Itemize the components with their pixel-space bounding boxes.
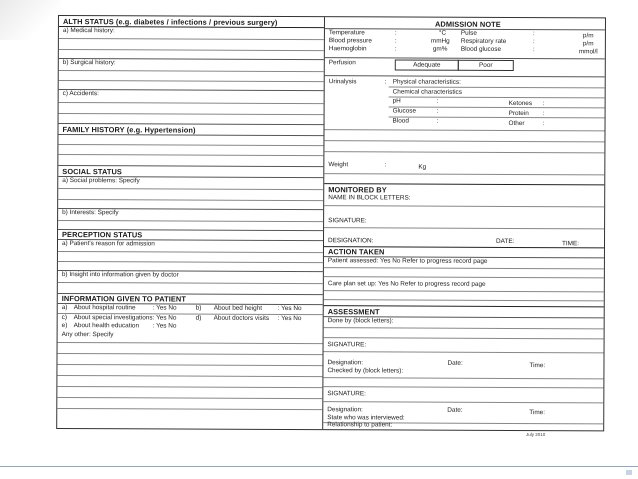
colon: : <box>532 38 535 46</box>
info-label: About special investigations <box>73 314 153 322</box>
info-label: About health education <box>73 322 140 330</box>
rule <box>58 251 323 253</box>
signature-label: SIGNATURE: <box>328 217 367 225</box>
rule <box>324 327 604 329</box>
checked-by-label: Checked by (block letters): <box>327 367 404 375</box>
rule <box>389 106 605 108</box>
colon: : <box>542 110 545 118</box>
information-title: INFORMATION GIVEN TO PATIENT <box>61 294 186 304</box>
rule <box>58 199 323 201</box>
name-block-label: NAME IN BLOCK LETTERS: <box>328 194 411 202</box>
social-status-title: SOCIAL STATUS <box>62 167 122 177</box>
rule <box>58 144 323 146</box>
colon: : <box>532 46 535 54</box>
resp-unit: p/m <box>582 40 594 48</box>
rule <box>57 397 322 399</box>
corner-mark-icon <box>626 470 632 475</box>
admission-note-title: ADMISSION NOTE <box>434 19 501 29</box>
rule <box>323 377 603 379</box>
rule <box>58 342 323 344</box>
rule <box>324 337 604 339</box>
medical-history-label: a) Medical history: <box>62 27 115 35</box>
info-letter: d) <box>195 314 202 322</box>
info-yes-no: : Yes No <box>277 304 302 313</box>
bp-unit: mmHg <box>430 37 450 45</box>
chemical-label: Chemical characteristics <box>392 88 462 96</box>
rule <box>323 401 603 403</box>
rule <box>59 102 324 104</box>
rule <box>324 227 604 229</box>
info-label: About bed height <box>213 304 263 312</box>
blood-label: Blood <box>392 117 409 125</box>
colon: : <box>394 29 397 37</box>
colon: : <box>436 97 439 105</box>
surgical-history-label: b) Surgical history: <box>62 59 116 67</box>
info-letter: a) <box>61 304 68 312</box>
rule <box>59 70 324 72</box>
footer-rule <box>0 466 638 467</box>
rule <box>58 154 323 156</box>
divider <box>325 75 605 77</box>
rule <box>57 408 322 410</box>
temperature-label: Temperature <box>328 29 365 37</box>
ketones-label: Ketones <box>508 99 533 108</box>
colon: : <box>532 30 535 38</box>
info-letter: e) <box>61 322 68 330</box>
colon: : <box>436 117 439 125</box>
info-yes-no: : Yes No <box>152 304 177 312</box>
rule <box>57 375 322 377</box>
physical-label: Physical characteristics: <box>392 78 461 86</box>
date-2-label: Date: <box>447 406 463 414</box>
rule <box>324 205 604 207</box>
rule <box>324 173 604 175</box>
rule <box>59 113 324 115</box>
divider <box>58 134 323 136</box>
rule <box>57 386 322 388</box>
admission-form <box>56 15 606 431</box>
colon: : <box>436 107 439 115</box>
rule <box>325 129 605 131</box>
ph-label: pH <box>392 97 401 105</box>
rule <box>58 353 323 355</box>
time-2-label: Time: <box>529 409 546 417</box>
insight-label: b) Insight into information given by doctor <box>61 271 179 279</box>
resp-rate-label: Respiratory rate <box>460 37 507 45</box>
scan-edge-shadow <box>0 0 60 40</box>
assessment-title: ASSESSMENT <box>327 307 380 317</box>
info-yes-no: : Yes No <box>152 322 177 330</box>
accidents-label: c) Accidents: <box>62 90 99 98</box>
care-plan-label: Care plan set up: Yes No Refer to progress record page <box>327 280 486 288</box>
interviewed-label: State who was interviewed: <box>327 414 405 422</box>
rule <box>59 49 324 51</box>
rule <box>389 116 605 118</box>
time-label: TIME: <box>561 240 580 248</box>
perfusion-poor-box[interactable]: Poor <box>458 60 514 71</box>
health-status-title: ALTH STATUS (e.g. diabetes / infections / previous surgery) <box>62 17 278 27</box>
form-code: July 2010 <box>526 432 546 437</box>
patient-assessed-label: Patient assessed: Yes No Refer to progress record page <box>327 257 488 265</box>
protein-label: Protein <box>508 109 529 118</box>
urinalysis-label: Urinalysis <box>328 78 357 86</box>
done-by-label: Done by (block letters): <box>327 317 394 325</box>
colon: : <box>384 78 387 86</box>
temp-unit: °C <box>438 29 447 37</box>
blood-glucose-label: Blood glucose <box>460 45 502 53</box>
rule <box>324 151 604 153</box>
info-label: About doctors visits <box>213 314 270 322</box>
colon: : <box>394 37 397 45</box>
info-yes-no: : Yes No <box>277 314 302 323</box>
rule <box>389 96 605 98</box>
rule <box>323 386 603 388</box>
rule <box>324 299 604 301</box>
rule <box>59 38 324 40</box>
designation-2-label: Designation: <box>327 406 363 414</box>
rule <box>324 140 604 142</box>
date-label: DATE: <box>496 237 515 245</box>
hb-unit: gm% <box>432 45 448 53</box>
time-1-label: Time: <box>529 362 546 370</box>
date-1-label: Date: <box>447 359 463 367</box>
rule <box>324 267 604 269</box>
designation-1-label: Designation: <box>327 359 364 367</box>
haemoglobin-label: Haemoglobin <box>328 45 367 53</box>
colon: : <box>542 120 545 128</box>
right-column <box>323 17 605 430</box>
rule <box>59 80 324 82</box>
pulse-label: Pulse <box>460 29 477 37</box>
rule <box>58 188 323 190</box>
colon: : <box>394 45 397 53</box>
perception-status-title: PERCEPTION STATUS <box>62 230 143 240</box>
pulse-unit: p/m <box>582 32 594 40</box>
colon: : <box>384 161 387 169</box>
signature-1-label: SIGNATURE: <box>327 341 367 349</box>
viewer-footer <box>0 466 638 479</box>
monitored-by-title: MONITORED BY <box>328 185 387 195</box>
any-other-label: Any other: Specify <box>61 331 114 339</box>
bg-unit: mmol/l <box>578 48 598 56</box>
family-history-title: FAMILY HISTORY (e.g. Hypertension) <box>62 125 196 135</box>
rule <box>58 261 323 263</box>
rule <box>58 220 323 222</box>
relationship-label: Relationship to patient: <box>327 421 393 429</box>
left-column <box>57 16 325 429</box>
colon: : <box>542 100 545 108</box>
glucose-label: Glucose <box>392 107 417 115</box>
social-problems-label: a) Social problems: Specify <box>62 177 140 185</box>
rule <box>324 290 604 292</box>
weight-unit: Kg <box>418 163 427 171</box>
reason-admission-label: a) Patient's reason for admission <box>61 240 155 248</box>
signature-2-label: SIGNATURE: <box>327 390 366 398</box>
perfusion-label: Perfusion <box>328 59 356 67</box>
perfusion-adequate-box[interactable]: Adequate <box>395 59 459 70</box>
rule <box>324 276 604 278</box>
action-taken-title: ACTION TAKEN <box>327 247 385 257</box>
rule <box>324 351 604 353</box>
info-yes-no: : Yes No <box>152 314 177 322</box>
info-label: About hospital routine <box>73 304 136 312</box>
interests-label: b) Interests: Specify <box>62 209 119 217</box>
bp-label: Blood pressure <box>328 37 372 45</box>
info-letter: b) <box>195 304 202 312</box>
rule <box>58 282 323 284</box>
designation-label: DESIGNATION: <box>328 237 374 245</box>
other-label: Other <box>508 119 525 128</box>
weight-label: Weight <box>328 161 349 169</box>
info-letter: c) <box>61 314 68 322</box>
rule <box>57 364 322 366</box>
